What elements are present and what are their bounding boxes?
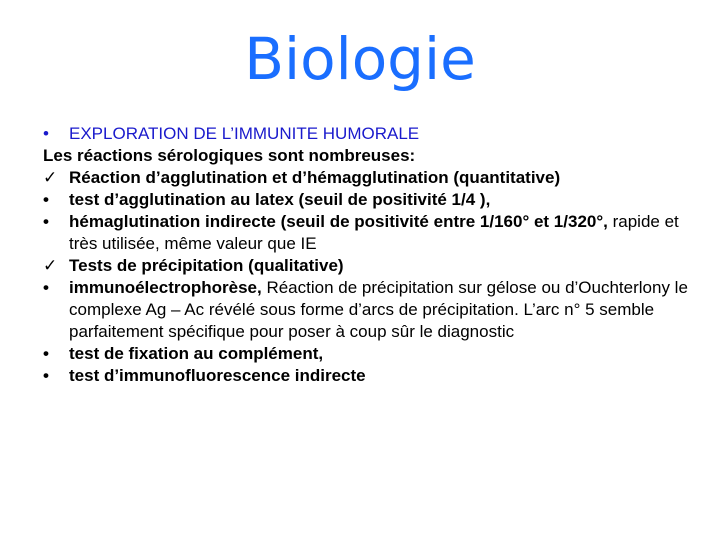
bullet-dot-icon: • xyxy=(43,190,49,209)
slide-body xyxy=(43,123,693,387)
list-item-heading xyxy=(43,123,693,145)
immunoelectrophoresis-detail: Réaction de précipitation sur gélose ou d’Ouchterlony le complexe Ag – Ac révélé sous forme d’arcs de précipitation. L’arc n° 5 semble parfaitement spécifique pour poser à coup sûr le diagnostic xyxy=(69,278,688,341)
bullet-dot-icon: • xyxy=(43,212,49,231)
immunoelectrophoresis-bold: immunoélectrophorèse, xyxy=(69,278,262,297)
hemagglutination-text xyxy=(69,211,693,255)
checkmark-icon: ✓ xyxy=(43,168,58,187)
hemagglutination-detail: rapide et très utilisée, même valeur que IE xyxy=(69,212,679,253)
list-item-check-agglutination xyxy=(43,167,693,189)
fixation-text: test de fixation au complément, xyxy=(69,344,324,363)
list-item-immunoelectrophoresis xyxy=(43,277,693,343)
list-item-immunofluorescence xyxy=(43,365,693,387)
intro-text: Les réactions sérologiques sont nombreuses: xyxy=(43,146,416,165)
bullet-dot-icon: • xyxy=(43,124,49,143)
list-item-fixation xyxy=(43,343,693,365)
checkmark-icon: ✓ xyxy=(43,256,58,275)
list-item-latex xyxy=(43,189,693,211)
immunoelectrophoresis-text xyxy=(69,277,693,343)
hemagglutination-bold: hémaglutination indirecte (seuil de positivité entre 1/160° et 1/320°, xyxy=(69,212,608,231)
section-heading: EXPLORATION DE L’IMMUNITE HUMORALE xyxy=(69,124,420,143)
list-item-intro xyxy=(43,145,693,167)
latex-text: test d’agglutination au latex (seuil de positivité 1/4 ), xyxy=(69,190,491,209)
list-item-check-precipitation xyxy=(43,255,693,277)
precipitation-text: Tests de précipitation (qualitative) xyxy=(69,256,344,275)
slide-title: Biologie xyxy=(244,25,476,93)
bullet-dot-icon: • xyxy=(43,366,49,385)
agglutination-text: Réaction d’agglutination et d’hémagglutination (quantitative) xyxy=(69,168,561,187)
bullet-dot-icon: • xyxy=(43,344,49,363)
immunofluorescence-text: test d’immunofluorescence indirecte xyxy=(69,366,366,385)
bullet-dot-icon: • xyxy=(43,278,49,297)
list-item-hemagglutination xyxy=(43,211,693,255)
